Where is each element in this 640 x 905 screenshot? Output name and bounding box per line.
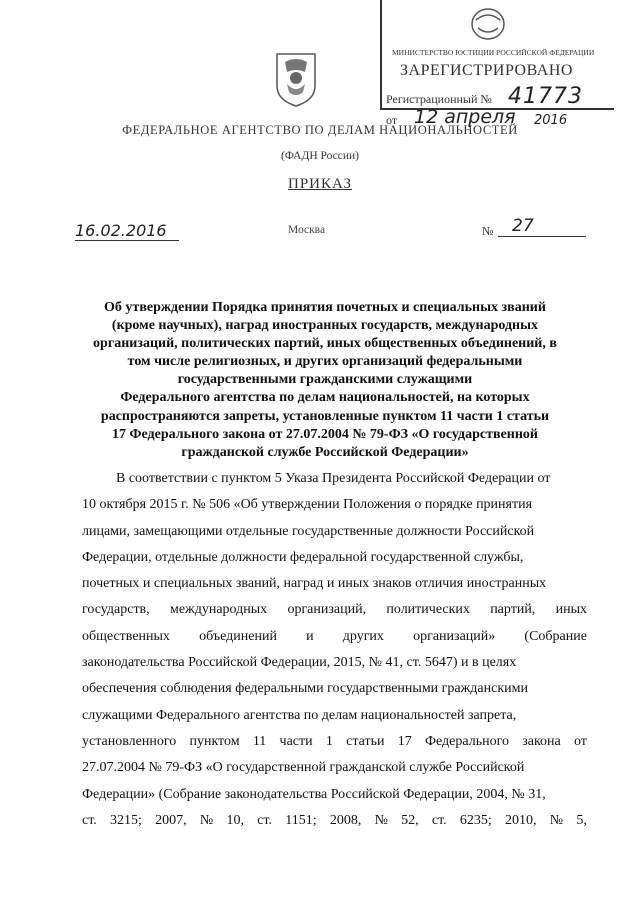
body-line	[82, 575, 587, 601]
body-line-text: служащими Федерального агентства по делам национальностей запрета,	[82, 707, 517, 723]
body-line-text: 27.07.2004 № 79-ФЗ «О государственной гражданской службе Российской	[82, 760, 525, 776]
body-line-text: 10 октября 2015 г. № 506 «Об утверждении Положения о порядке принятия	[82, 497, 533, 513]
body-line-text: Федерации» (Собрание законодательства Российской Федерации, 2004, № 31,	[82, 786, 546, 802]
stamp-date-prefix: от	[386, 113, 398, 127]
body-word: объединений	[199, 628, 277, 644]
body-word: государств,	[82, 602, 150, 618]
body-word: политических	[386, 602, 470, 618]
title-line: Об утверждении Порядка принятия почетных и специальных званий	[104, 300, 546, 315]
body-word: иных	[555, 602, 587, 618]
order-number-sign: №	[482, 224, 494, 238]
stamp-registered: ЗАРЕГИСТРИРОВАНО	[400, 62, 573, 79]
body-word: Федерального	[424, 733, 509, 749]
body-word: части	[279, 733, 313, 749]
document-type-label: ПРИКАЗ	[288, 176, 352, 192]
body-word: 1151;	[285, 812, 317, 828]
stamp-date-handwritten: 12 апреля	[414, 106, 516, 128]
body-line	[82, 601, 587, 627]
stamp-emblem-icon	[468, 6, 508, 42]
body-line	[82, 759, 587, 785]
body-word: партий,	[490, 602, 536, 618]
body-word: ст.	[431, 812, 447, 828]
body-word: других	[342, 628, 384, 644]
body-word: и	[306, 628, 314, 644]
body-line-text: Федерации, отдельные должности федеральной государственной службы,	[82, 549, 524, 565]
body-word: установленного	[82, 733, 177, 749]
body-word: статьи	[346, 733, 385, 749]
coat-of-arms-emblem	[273, 48, 319, 108]
body-word: общественных	[82, 628, 170, 644]
body-line	[82, 812, 587, 838]
registration-stamp	[380, 0, 612, 130]
body-line	[82, 496, 587, 522]
body-line	[82, 654, 587, 680]
body-word: (Собрание	[524, 628, 587, 644]
body-line-text: почетных и специальных званий, наград и иных знаков отличия иностранных	[82, 576, 547, 592]
body-word: 11	[252, 733, 267, 749]
title-line: государственными гражданскими служащими	[177, 372, 473, 388]
title-line: (кроме научных), наград иностранных государств, международных	[111, 318, 539, 334]
body-word: от	[573, 733, 587, 749]
body-word: 52,	[401, 812, 419, 828]
order-body-text	[82, 470, 587, 838]
body-line	[82, 523, 587, 549]
title-line: гражданской службе Российской Федерации»	[181, 444, 469, 460]
body-word: №	[199, 812, 214, 828]
order-date: 16.02.2016	[75, 221, 179, 241]
body-word: организаций,	[287, 602, 367, 618]
body-line-text: законодательства Российской Федерации, 2015, № 41, ст. 5647) и в целях	[82, 655, 517, 671]
title-line: том числе религиозных, и других организаций федеральными	[127, 354, 523, 370]
agency-abbreviation: (ФАДН России)	[280, 150, 359, 162]
title-line: Федерального агентства по делам национальностей, на которых	[120, 390, 530, 406]
body-word: ст.	[82, 812, 97, 828]
body-word: пунктом	[189, 733, 240, 749]
body-word: 10,	[226, 812, 244, 828]
body-word: 2008,	[329, 812, 362, 828]
body-word: 2007,	[155, 812, 187, 828]
body-word: 5,	[576, 812, 587, 828]
body-line	[82, 786, 587, 812]
body-line	[82, 733, 587, 759]
stamp-ministry: МИНИСТЕРСТВО ЮСТИЦИИ РОССИЙСКОЙ ФЕДЕРАЦИИ	[392, 48, 595, 57]
order-city: Москва	[288, 224, 326, 236]
body-word: 3215;	[110, 812, 142, 828]
body-line	[82, 680, 587, 706]
agency-name: ФЕДЕРАЛЬНОЕ АГЕНТСТВО ПО ДЕЛАМ НАЦИОНАЛЬНОСТЕЙ	[122, 123, 518, 137]
body-word: 2010,	[505, 812, 537, 828]
body-line	[82, 470, 587, 496]
body-line-text: лицами, замещающими отдельные государственные должности Российской	[82, 523, 535, 539]
body-word: ст.	[257, 812, 272, 828]
order-number: 27	[498, 216, 586, 237]
body-word: 17	[397, 733, 412, 749]
stamp-reg-label: Регистрационный №	[386, 92, 492, 106]
title-line: 17 Федерального закона от 27.07.2004 № 79-ФЗ «О государственной	[112, 426, 538, 442]
stamp-reg-number: 41773	[508, 84, 583, 109]
order-title	[80, 299, 570, 462]
body-word: международных	[169, 602, 268, 618]
title-line: распространяются запреты, установленные пунктом 11 части 1 статьи	[100, 408, 550, 424]
body-line	[82, 628, 587, 654]
title-line: организаций, политических партий, иных общественных объединений, в	[93, 336, 557, 352]
stamp-year: 2016	[534, 113, 568, 128]
body-line-text: обеспечения соблюдения федеральными государственными гражданскими	[82, 681, 528, 697]
document-type	[0, 176, 640, 193]
body-word: закона	[522, 733, 561, 749]
body-line-text: В соответствии с пунктом 5 Указа Президента Российской Федерации от	[116, 471, 551, 486]
body-word: №	[374, 812, 388, 828]
body-word: организаций»	[413, 628, 496, 644]
body-word: 6235;	[459, 812, 492, 828]
body-word: №	[549, 812, 564, 828]
body-line	[82, 549, 587, 575]
body-line	[82, 707, 587, 733]
body-word: 1	[325, 733, 333, 749]
